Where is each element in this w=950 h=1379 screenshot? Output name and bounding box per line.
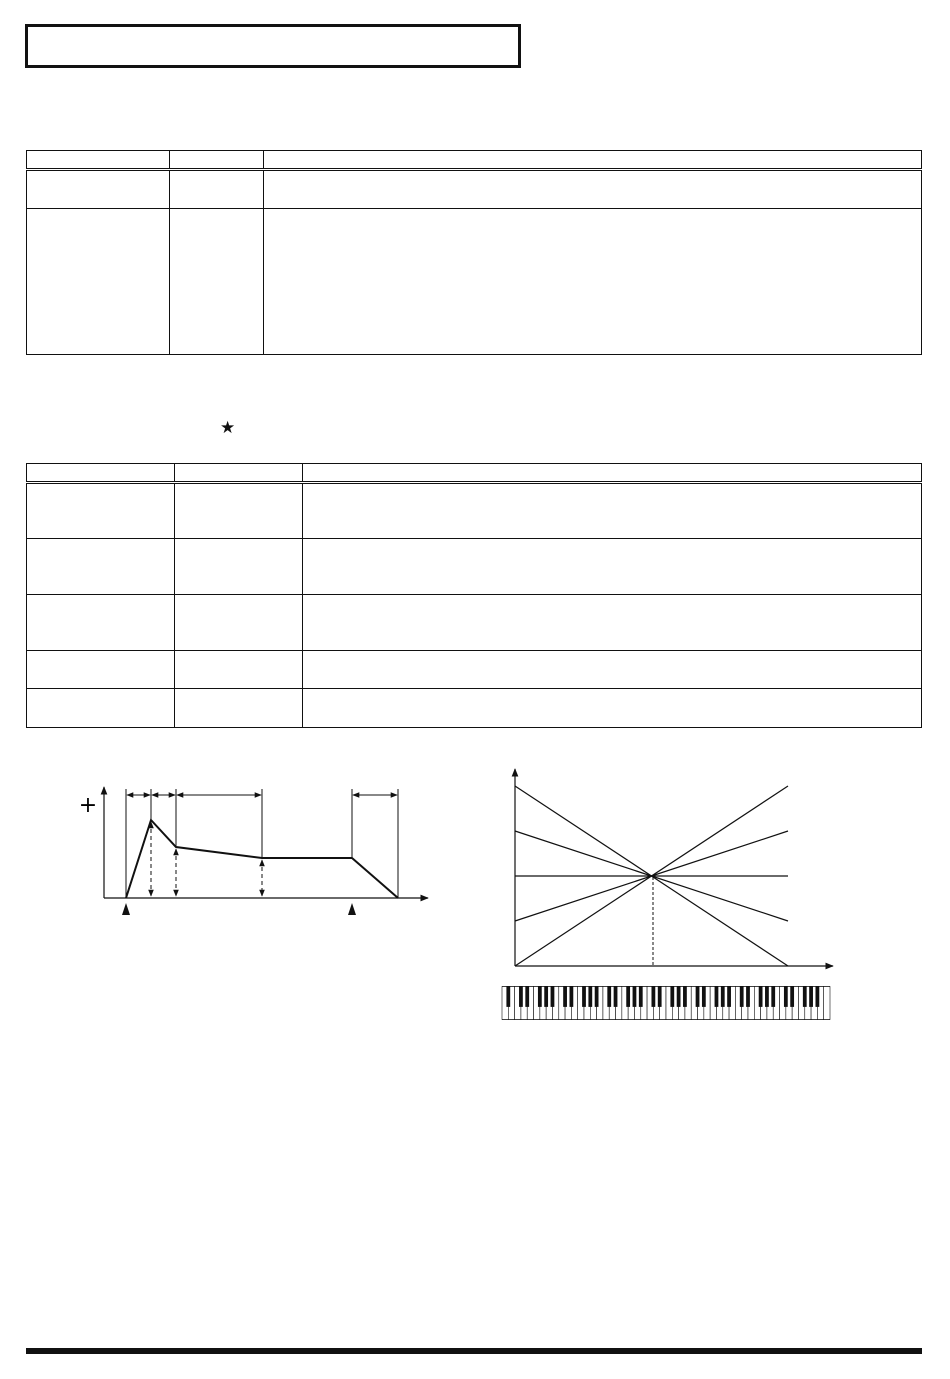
table-cell	[27, 689, 175, 728]
black-key	[670, 987, 674, 1007]
black-key	[715, 987, 719, 1007]
black-key	[683, 987, 687, 1007]
section-header-title	[28, 27, 518, 43]
black-key	[506, 987, 510, 1007]
table-cell	[264, 170, 922, 209]
table-row	[27, 651, 922, 689]
black-key	[765, 987, 769, 1007]
table-cell	[170, 209, 264, 355]
note-on-marker-icon	[122, 903, 130, 915]
black-key	[702, 987, 706, 1007]
table-header-cell	[27, 151, 170, 170]
table-cell	[27, 539, 175, 595]
black-key	[595, 987, 599, 1007]
star-icon: ★	[220, 418, 236, 437]
table-cell	[303, 483, 922, 539]
black-key	[815, 987, 819, 1007]
black-key	[658, 987, 662, 1007]
black-key	[538, 987, 542, 1007]
table-cell	[27, 483, 175, 539]
table-cell	[27, 209, 170, 355]
black-key	[525, 987, 529, 1007]
table-row	[27, 539, 922, 595]
black-key	[633, 987, 637, 1007]
black-key	[740, 987, 744, 1007]
black-key	[759, 987, 763, 1007]
table-cell	[175, 689, 303, 728]
table-row	[27, 595, 922, 651]
black-key	[771, 987, 775, 1007]
black-key	[563, 987, 567, 1007]
black-key	[727, 987, 731, 1007]
table-row	[27, 689, 922, 728]
plus-label: +	[78, 793, 98, 818]
table-cell	[303, 651, 922, 689]
table-cell	[303, 595, 922, 651]
black-key	[626, 987, 630, 1007]
black-key	[746, 987, 750, 1007]
table-cell	[27, 170, 170, 209]
table-cell	[27, 595, 175, 651]
black-key	[803, 987, 807, 1007]
table-cell	[303, 689, 922, 728]
table-row	[27, 483, 922, 539]
black-key	[588, 987, 592, 1007]
table-header-row	[27, 151, 922, 170]
table-row	[27, 170, 922, 209]
black-key	[544, 987, 548, 1007]
table-header-cell	[264, 151, 922, 170]
table-cell	[175, 483, 303, 539]
table-header-cell	[175, 464, 303, 483]
section-header-box	[25, 24, 521, 68]
black-key	[696, 987, 700, 1007]
black-key	[677, 987, 681, 1007]
table-header-cell	[303, 464, 922, 483]
keyboard-illustration	[502, 986, 830, 1020]
parameter-table-2	[26, 463, 922, 728]
black-key	[519, 987, 523, 1007]
black-key	[721, 987, 725, 1007]
black-key	[639, 987, 643, 1007]
table-cell	[175, 651, 303, 689]
black-key	[551, 987, 555, 1007]
black-key	[569, 987, 573, 1007]
table-header-row	[27, 464, 922, 483]
white-key	[824, 987, 830, 1020]
black-key	[784, 987, 788, 1007]
black-key	[809, 987, 813, 1007]
table-cell	[175, 539, 303, 595]
envelope-diagram	[70, 775, 440, 930]
black-key	[614, 987, 618, 1007]
footer-bar	[26, 1348, 922, 1354]
table-row	[27, 209, 922, 355]
black-key	[790, 987, 794, 1007]
note-off-marker-icon	[348, 903, 356, 915]
black-key	[582, 987, 586, 1007]
table-cell	[27, 651, 175, 689]
parameter-table-1	[26, 150, 922, 355]
table-header-cell	[170, 151, 264, 170]
black-key	[651, 987, 655, 1007]
keyfollow-diagram	[495, 765, 840, 975]
table-cell	[264, 209, 922, 355]
table-cell	[303, 539, 922, 595]
table-cell	[175, 595, 303, 651]
black-key	[607, 987, 611, 1007]
table-cell	[170, 170, 264, 209]
table-header-cell	[27, 464, 175, 483]
